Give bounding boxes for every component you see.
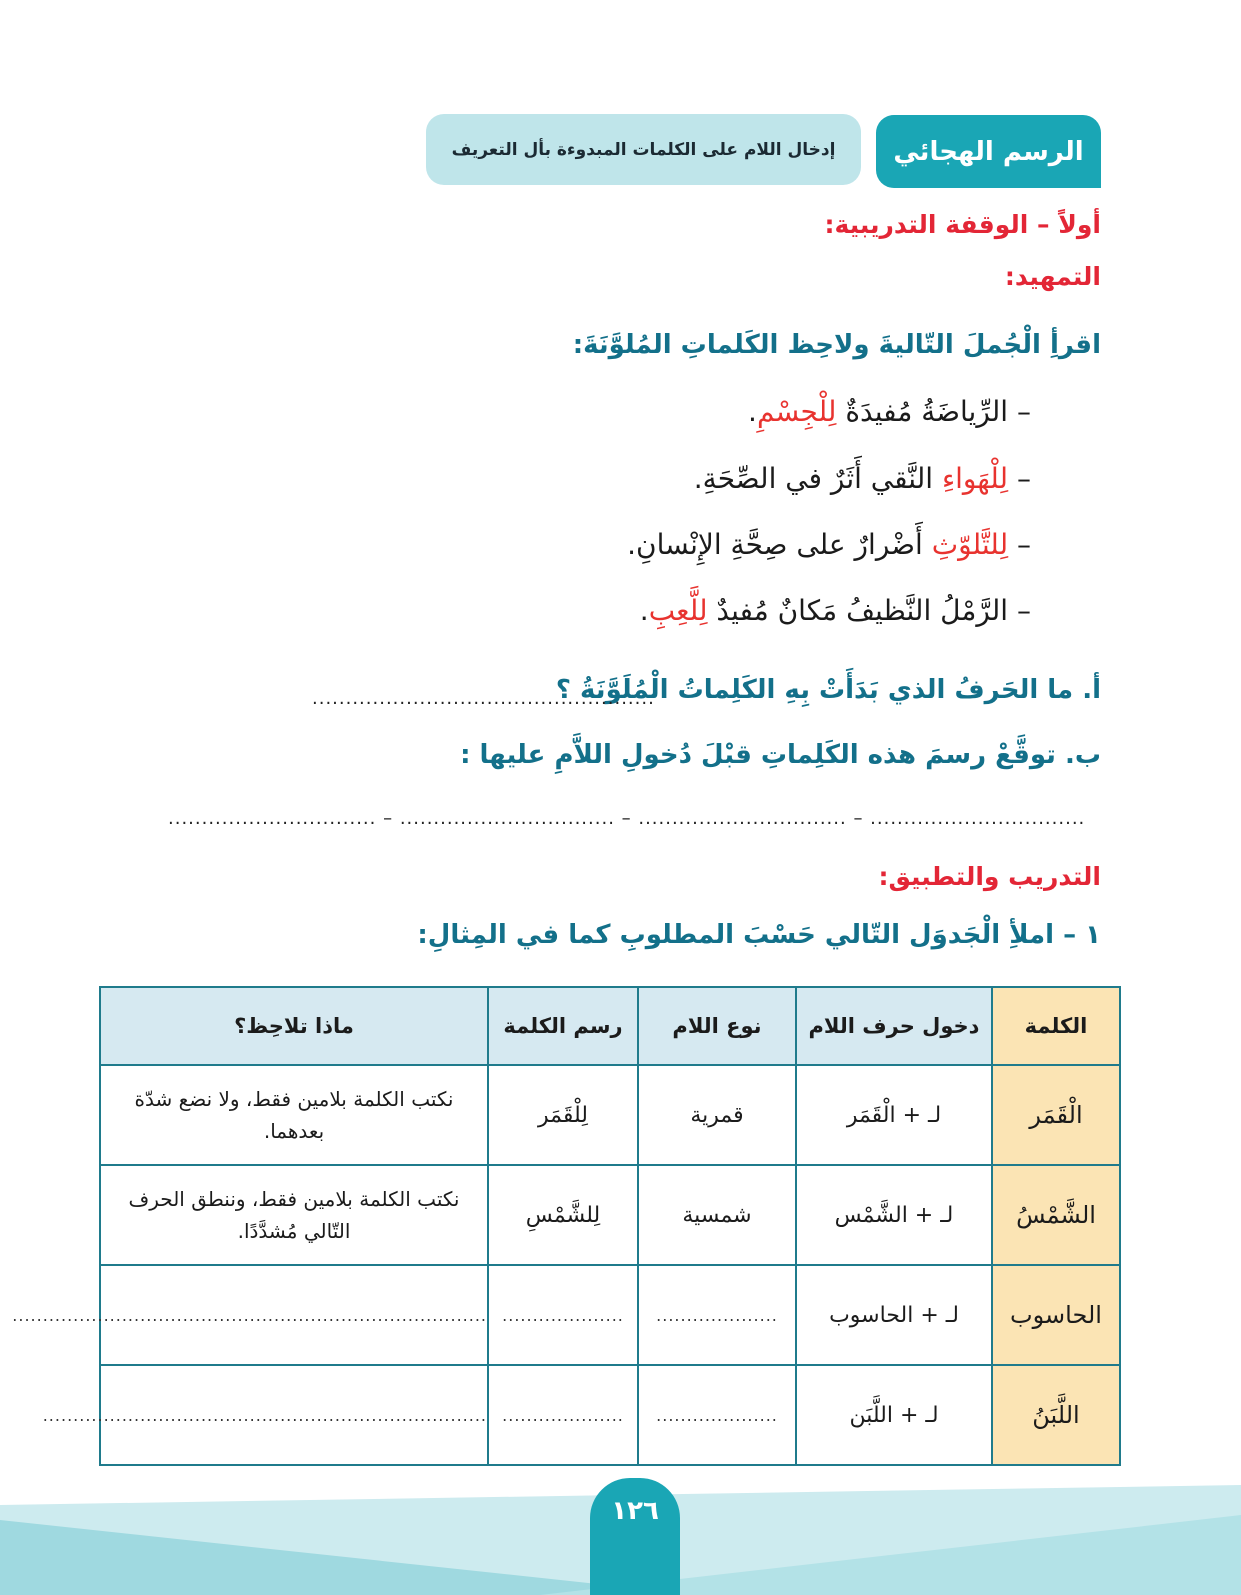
question-a: أ. ما الحَرفُ الذي بَدَأَتْ بِهِ الكَلِماتُ الْمُلَوَّنَةُ ؟ [555, 675, 1101, 705]
header-type: نوع اللام [638, 987, 796, 1065]
header-entry: دخول حرف اللام [796, 987, 992, 1065]
answer-line-b[interactable]: ................................ – ............................... – ................................ – ............................... [168, 808, 1086, 829]
note-blank[interactable]: .............................................................................. [100, 1265, 488, 1365]
table-row [100, 1165, 1120, 1265]
word-cell: الحاسوب [992, 1265, 1120, 1365]
spelling-cell: لِلْقَمَر [488, 1065, 638, 1165]
lesson-tab: الرسم الهجائي [876, 115, 1101, 188]
type-blank[interactable]: .................... [638, 1265, 796, 1365]
type-cell: شمسية [638, 1165, 796, 1265]
note-blank[interactable]: ......................................................................... [100, 1365, 488, 1465]
note-cell: نكتب الكلمة بلامين فقط، ولا نضع شدّة بعدهما. [100, 1065, 488, 1165]
header-note: ماذا تلاحِظ؟ [100, 987, 488, 1065]
header-spelling: رسم الكلمة [488, 987, 638, 1065]
type-blank[interactable]: .................... [638, 1365, 796, 1465]
sentence-4: – الرَّمْلُ النَّظيفُ مَكانٌ مُفيدٌ لِلَّعِبِ. [639, 594, 1031, 627]
word-cell: الشَّمْسُ [992, 1165, 1120, 1265]
exercise-table [12, 986, 1121, 1466]
question-b: ب. توقَّعْ رسمَ هذه الكَلِماتِ قبْلَ دُخولِ اللاَّمِ عليها : [460, 740, 1101, 770]
practice-heading: التدريب والتطبيق: [878, 862, 1101, 891]
table-header-row [100, 987, 1120, 1065]
lesson-topic: إدخال اللام على الكلمات المبدوءة بأل التعريف [426, 114, 861, 185]
table-row [100, 1065, 1120, 1165]
read-instruction: اقرأِ الْجُملَ التّاليةَ ولاحِظ الكَلماتِ المُلوَّنَةَ: [572, 330, 1101, 360]
colored-word: لِلْهَواءِ [941, 462, 1009, 495]
word-cell: الْقَمَر [992, 1065, 1120, 1165]
sentence-2: – لِلْهَواءِ النَّقي أَثَرٌ في الصِّحَةِ. [693, 462, 1031, 495]
section-heading: أولاً – الوقفة التدريبية: [824, 210, 1101, 239]
colored-word: لِلتَّلوّثِ [931, 528, 1009, 561]
colored-word: لِلَّعِبِ [648, 594, 708, 627]
spelling-blank[interactable]: .................... [488, 1265, 638, 1365]
table-row [100, 1365, 1120, 1465]
table-row [100, 1265, 1120, 1365]
sentence-1: – الرِّياضَةُ مُفيدَةٌ لِلْجِسْمِ. [748, 395, 1031, 428]
table-instruction: ١ – املأِ الْجَدوَل التّالي حَسْبَ المطلوبِ كما في المِثالِ: [417, 920, 1101, 950]
spelling-blank[interactable]: .................... [488, 1365, 638, 1465]
entry-cell: لـ + الشَّمْس [796, 1165, 992, 1265]
sentence-3: – لِلتَّلوّثِ أَضْرارٌ على صِحَّةِ الإِنْسانِ. [627, 528, 1031, 561]
type-cell: قمرية [638, 1065, 796, 1165]
answer-line-a[interactable]: ................................................... [312, 688, 655, 709]
intro-heading: التمهيد: [1004, 262, 1101, 291]
page-number: ١٢٦ [590, 1478, 680, 1595]
note-cell: نكتب الكلمة بلامين فقط، وننطق الحرف التّالي مُشدَّدًا. [100, 1165, 488, 1265]
entry-cell: لـ + الْقَمَر [796, 1065, 992, 1165]
entry-cell: لـ + الحاسوب [796, 1265, 992, 1365]
header-word: الكلمة [992, 987, 1120, 1065]
entry-cell: لـ + اللَّبَن [796, 1365, 992, 1465]
word-cell: اللَّبَنُ [992, 1365, 1120, 1465]
colored-word: لِلْجِسْمِ [756, 395, 837, 428]
spelling-cell: لِلشَّمْسِ [488, 1165, 638, 1265]
